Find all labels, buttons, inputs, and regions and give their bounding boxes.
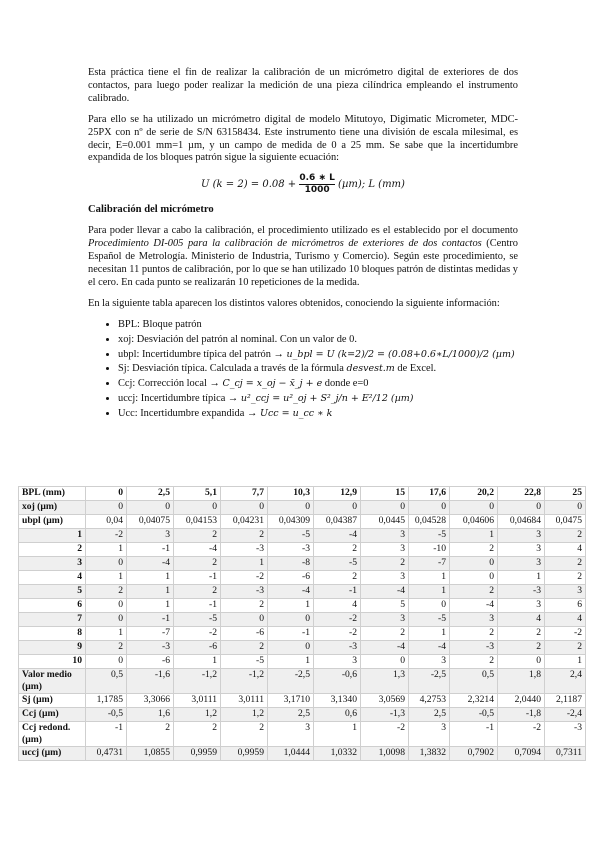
table-cell: -4	[361, 585, 409, 599]
table-cell: -2	[314, 613, 361, 627]
table-cell: -6	[268, 571, 314, 585]
definition-formula: desvest.m	[346, 363, 395, 375]
row-label: 9	[19, 641, 86, 655]
table-cell: 17,6	[409, 487, 450, 501]
row-label: 7	[19, 613, 86, 627]
table-cell: 0,04387	[314, 515, 361, 529]
row-label: 10	[19, 655, 86, 669]
table-cell: -5	[268, 529, 314, 543]
table-row	[19, 694, 586, 708]
definition-text: uccj: Incertidumbre típica →	[118, 393, 241, 405]
table-cell: 2,5	[127, 487, 174, 501]
table-cell: 3	[498, 599, 545, 613]
table-cell: -1	[450, 722, 498, 747]
table-cell: -1,2	[174, 669, 221, 694]
table-cell: -2	[545, 627, 586, 641]
table-row	[19, 599, 586, 613]
table-cell: 1	[127, 571, 174, 585]
table-row	[19, 515, 586, 529]
table-cell: 12,9	[314, 487, 361, 501]
table-cell: 2	[174, 722, 221, 747]
table-cell: 3	[314, 655, 361, 669]
table-cell: -2	[174, 627, 221, 641]
table-cell: 2	[498, 641, 545, 655]
table-cell: 0,7094	[498, 747, 545, 761]
table-cell: -2	[86, 529, 127, 543]
table-cell: 15	[361, 487, 409, 501]
table-cell: 0	[498, 655, 545, 669]
table-cell: 3,1710	[268, 694, 314, 708]
definition-item	[118, 393, 518, 406]
table-cell: 0	[127, 501, 174, 515]
table-header-row	[19, 487, 586, 501]
table-cell: 1,3832	[409, 747, 450, 761]
table-cell: 3,0569	[361, 694, 409, 708]
table-cell: 3	[268, 722, 314, 747]
table-cell: 0,04	[86, 515, 127, 529]
table-cell: -0,5	[86, 708, 127, 722]
table-cell: 0	[361, 655, 409, 669]
row-label: Ccj (µm)	[19, 708, 86, 722]
table-cell: 0	[221, 613, 268, 627]
definition-item	[118, 363, 518, 376]
table-cell: 0	[268, 613, 314, 627]
table-cell: 2	[450, 655, 498, 669]
table-cell: 10,3	[268, 487, 314, 501]
table-row	[19, 613, 586, 627]
table-cell: 0,04606	[450, 515, 498, 529]
table-cell: 0	[498, 501, 545, 515]
table-row	[19, 655, 586, 669]
table-cell: 3	[361, 543, 409, 557]
table-cell: 1,2	[221, 708, 268, 722]
row-label: 8	[19, 627, 86, 641]
table-cell: 0	[450, 501, 498, 515]
table-cell: 2	[450, 627, 498, 641]
table-cell: 0	[409, 599, 450, 613]
table-cell: 2	[498, 627, 545, 641]
table-cell: 2	[314, 543, 361, 557]
table-cell: 3	[498, 529, 545, 543]
table-cell: -1	[174, 599, 221, 613]
table-cell: -3	[221, 543, 268, 557]
table-cell: 0,5	[450, 669, 498, 694]
table-cell: 0	[361, 501, 409, 515]
table-cell: 1	[409, 627, 450, 641]
definition-text: Sj: Desviación típica. Calculada a través de la fórmula	[118, 363, 347, 375]
table-cell: -4	[127, 557, 174, 571]
table-cell: 1	[498, 571, 545, 585]
table-cell: 4	[545, 613, 586, 627]
table-cell: -2	[221, 571, 268, 585]
table-cell: 1	[314, 722, 361, 747]
table-cell: 1,0855	[127, 747, 174, 761]
table-intro-paragraph: En la siguiente tabla aparecen los distintos valores obtenidos, conociendo la siguiente información:	[88, 297, 500, 309]
table-cell: 25	[545, 487, 586, 501]
table-cell: -1,2	[221, 669, 268, 694]
procedure-title: Procedimiento DI-005 para la calibración de micrómetros de exteriores de dos contactos	[88, 238, 482, 250]
table-cell: 5	[361, 599, 409, 613]
table-cell: 0,6	[314, 708, 361, 722]
row-label: Valor medio (µm)	[19, 669, 86, 694]
section-heading: Calibración del micrómetro	[88, 204, 214, 216]
table-cell: -2	[361, 722, 409, 747]
table-cell: 0,7902	[450, 747, 498, 761]
table-cell: -3	[450, 641, 498, 655]
table-cell: 4	[545, 543, 586, 557]
table-cell: 1	[221, 557, 268, 571]
table-cell: 0	[174, 501, 221, 515]
table-cell: -3	[268, 543, 314, 557]
table-cell: -1,8	[498, 708, 545, 722]
procedure-text-a: Para poder llevar a cabo la calibración, el procedimiento utilizado es el establecido por el documento	[88, 225, 518, 237]
table-cell: 1	[86, 627, 127, 641]
table-row	[19, 641, 586, 655]
row-label: 4	[19, 571, 86, 585]
equation-right: (µm); L (mm)	[334, 179, 405, 191]
table-cell: -10	[409, 543, 450, 557]
table-row	[19, 571, 586, 585]
table-cell: 0,9959	[221, 747, 268, 761]
table-cell: 3,0111	[221, 694, 268, 708]
definition-item	[118, 319, 518, 332]
table-cell: 1	[174, 655, 221, 669]
table-row	[19, 557, 586, 571]
row-label: xoj (µm)	[19, 501, 86, 515]
table-cell: 0	[545, 501, 586, 515]
table-cell: 0	[409, 501, 450, 515]
table-cell: 3	[361, 571, 409, 585]
definition-tail: donde e=0	[322, 378, 369, 390]
table-cell: 2,0440	[498, 694, 545, 708]
table-cell: -1	[127, 543, 174, 557]
table-cell: -1	[268, 627, 314, 641]
row-label: uccj (µm)	[19, 747, 86, 761]
table-cell: 0	[221, 501, 268, 515]
table-cell: -3	[221, 585, 268, 599]
table-cell: 1,0332	[314, 747, 361, 761]
row-label: 2	[19, 543, 86, 557]
document-body	[88, 67, 518, 423]
table-cell: 1	[545, 655, 586, 669]
table-cell: -0,5	[450, 708, 498, 722]
table-cell: 3	[409, 722, 450, 747]
table-cell: 3	[498, 543, 545, 557]
table-cell: -2,4	[545, 708, 586, 722]
table-cell: 2	[221, 529, 268, 543]
table-cell: 2	[545, 529, 586, 543]
table-cell: 2	[545, 641, 586, 655]
table-cell: 0,04231	[221, 515, 268, 529]
table-cell: 5,1	[174, 487, 221, 501]
table-cell: 0,0475	[545, 515, 586, 529]
row-label: 1	[19, 529, 86, 543]
table-cell: 2	[221, 641, 268, 655]
table-cell: -4	[450, 599, 498, 613]
definition-formula: C_cj = x_oj − x̄_j + e	[222, 378, 323, 390]
table-cell: 2	[86, 641, 127, 655]
table-cell: 2,1187	[545, 694, 586, 708]
definition-formula: u²_ccj = u²_oj + S²_j/n + E²/12 (µm)	[240, 393, 414, 405]
table-cell: 3	[450, 613, 498, 627]
table-cell: 3	[361, 529, 409, 543]
table-cell: 2	[450, 585, 498, 599]
table-cell: 1	[127, 585, 174, 599]
table-row	[19, 669, 586, 694]
table-cell: -5	[221, 655, 268, 669]
table-cell: -4	[361, 641, 409, 655]
equation-denominator: 1000	[304, 185, 330, 196]
table-cell: 4,2753	[409, 694, 450, 708]
table-cell: 20,2	[450, 487, 498, 501]
table-cell: 1	[268, 599, 314, 613]
table-cell: -6	[127, 655, 174, 669]
table-cell: -4	[174, 543, 221, 557]
table-cell: 0,4731	[86, 747, 127, 761]
procedure-paragraph	[88, 225, 518, 290]
table-cell: 2	[127, 722, 174, 747]
definition-tail: de Excel.	[394, 363, 437, 375]
table-cell: -1	[174, 571, 221, 585]
table-cell: -1,3	[361, 708, 409, 722]
table-cell: 0	[86, 655, 127, 669]
table-cell: -2	[314, 627, 361, 641]
table-cell: -5	[174, 613, 221, 627]
table-cell: -4	[409, 641, 450, 655]
table-cell: 2	[314, 571, 361, 585]
procedure-text-b: (Centro Español de Metrología. Ministerio de Industria, Turismo y Comercio). Según este procedimiento, se necesitan 11 puntos de calibración, por lo que se han utilizado 10 bloques patrón de distintas medidas y el cero. En cada punto se realizarán 10 repeticiones de la medida.	[88, 238, 518, 288]
table-cell: -8	[268, 557, 314, 571]
table-cell: 0	[450, 571, 498, 585]
table-cell: -1	[314, 585, 361, 599]
definitions-list	[88, 319, 518, 421]
table-cell: -1,6	[127, 669, 174, 694]
table-cell: -3	[498, 585, 545, 599]
definition-text: Ccj: Corrección local →	[118, 378, 223, 390]
table-cell: -7	[127, 627, 174, 641]
table-cell: 2	[86, 585, 127, 599]
table-cell: -5	[314, 557, 361, 571]
row-label: 5	[19, 585, 86, 599]
definition-text: Ucc: Incertidumbre expandida →	[118, 408, 260, 420]
table-cell: 0	[86, 613, 127, 627]
table-cell: 1,8	[498, 669, 545, 694]
table-cell: 1	[86, 571, 127, 585]
equation-left: U (k = 2) = 0.08 +	[201, 179, 300, 191]
table-cell: 0,0445	[361, 515, 409, 529]
equation-numerator: 0.6 ∗ L	[299, 173, 335, 184]
table-cell: 0,9959	[174, 747, 221, 761]
table-cell: 4	[314, 599, 361, 613]
table-cell: 1	[127, 599, 174, 613]
table-cell: 3	[545, 585, 586, 599]
table-cell: 2	[545, 571, 586, 585]
table-cell: 2,3214	[450, 694, 498, 708]
table-cell: -6	[221, 627, 268, 641]
table-cell: 4	[498, 613, 545, 627]
table-cell: 0	[268, 641, 314, 655]
intro-paragraph: Esta práctica tiene el fin de realizar la calibración de un micrómetro digital de exteriores de dos contactos, para luego poder realizar la medición de una pieza cilíndrica empleando el instrumento calibrado.	[88, 67, 518, 104]
definition-text: ubpl: Incertidumbre típica del patrón →	[118, 348, 287, 360]
table-cell: 1,0098	[361, 747, 409, 761]
table-cell: 2	[361, 627, 409, 641]
table-cell: -5	[409, 613, 450, 627]
equation-fraction	[299, 173, 335, 196]
table-cell: 1,0444	[268, 747, 314, 761]
table-cell: -2	[498, 722, 545, 747]
table-cell: 2	[174, 557, 221, 571]
row-label: Ccj redond. (µm)	[19, 722, 86, 747]
table-row	[19, 722, 586, 747]
table-cell: 1,2	[174, 708, 221, 722]
table-cell: -4	[314, 529, 361, 543]
table-cell: 1	[450, 529, 498, 543]
table-cell: 0	[86, 487, 127, 501]
table-cell: 22,8	[498, 487, 545, 501]
table-cell: 0,04153	[174, 515, 221, 529]
table-cell: -4	[268, 585, 314, 599]
table-cell: 1,6	[127, 708, 174, 722]
table-cell: -6	[174, 641, 221, 655]
definition-text: BPL: Bloque patrón	[118, 318, 202, 330]
table-row	[19, 627, 586, 641]
table-cell: 2,5	[409, 708, 450, 722]
table-cell: 0	[86, 599, 127, 613]
row-label: BPL (mm)	[19, 487, 86, 501]
table-cell: 3	[127, 529, 174, 543]
table-cell: 1	[409, 585, 450, 599]
table-row	[19, 708, 586, 722]
table-cell: 0	[314, 501, 361, 515]
table-cell: 1	[86, 543, 127, 557]
row-label: Sj (µm)	[19, 694, 86, 708]
uncertainty-equation	[88, 173, 518, 196]
row-label: ubpl (µm)	[19, 515, 86, 529]
table-cell: -3	[314, 641, 361, 655]
table-cell: 2	[174, 585, 221, 599]
table-cell: 3,1340	[314, 694, 361, 708]
calibration-table	[18, 486, 586, 761]
table-row	[19, 747, 586, 761]
definition-formula: u_bpl = U (k=2)/2 = (0.08+0.6∗L/1000)/2 (µm)	[286, 348, 515, 360]
table-cell: 2,5	[268, 708, 314, 722]
table-cell: 3,3066	[127, 694, 174, 708]
table-cell: -1	[127, 613, 174, 627]
table-cell: -7	[409, 557, 450, 571]
table-cell: 0,04684	[498, 515, 545, 529]
table-cell: 1,1785	[86, 694, 127, 708]
table-cell: 2,4	[545, 669, 586, 694]
table-cell: 3	[409, 655, 450, 669]
table-cell: 2	[361, 557, 409, 571]
table-row	[19, 543, 586, 557]
instrument-paragraph: Para ello se ha utilizado un micrómetro digital de modelo Mitutoyo, Digimatic Micrometer, MDC-25PX con nº de serie de S/N 63158434. Este instrumento tiene una división de escala milesimal, es decir, E=0.001 mm=1 µm, y un campo de medida de 0 a 25 mm. Se sabe que la incertidumbre expandida de los bloques patrón sigue la siguiente ecuación:	[88, 113, 518, 164]
table-cell: 2	[221, 722, 268, 747]
table-cell: -1	[86, 722, 127, 747]
table-cell: 3	[361, 613, 409, 627]
table-cell: 0	[86, 557, 127, 571]
table-cell: 2	[545, 557, 586, 571]
table-cell: 6	[545, 599, 586, 613]
table-cell: 1	[268, 655, 314, 669]
table-cell: 3	[498, 557, 545, 571]
table-cell: 0,04075	[127, 515, 174, 529]
table-cell: -2,5	[409, 669, 450, 694]
table-cell: 1	[409, 571, 450, 585]
row-label: 3	[19, 557, 86, 571]
table-cell: 0,7311	[545, 747, 586, 761]
table-cell: 0	[268, 501, 314, 515]
table-cell: 0	[86, 501, 127, 515]
definition-formula: Ucc = u_cc ∗ k	[259, 408, 333, 420]
table-cell: 0,5	[86, 669, 127, 694]
definition-item	[118, 378, 518, 391]
table-cell: 3,0111	[174, 694, 221, 708]
table-row	[19, 585, 586, 599]
definition-text: xoj: Desviación del patrón al nominal. Con un valor de 0.	[118, 333, 357, 345]
table-row	[19, 501, 586, 515]
definition-item	[118, 349, 518, 362]
table-cell: 2	[221, 599, 268, 613]
table-cell: 2	[174, 529, 221, 543]
table-cell: 0	[450, 557, 498, 571]
table-cell: -3	[545, 722, 586, 747]
table-cell: 2	[450, 543, 498, 557]
table-cell: -0,6	[314, 669, 361, 694]
row-label: 6	[19, 599, 86, 613]
table-cell: 0,04309	[268, 515, 314, 529]
table-cell: -5	[409, 529, 450, 543]
table-row	[19, 529, 586, 543]
table-cell: -3	[127, 641, 174, 655]
table-cell: -2,5	[268, 669, 314, 694]
definition-item	[118, 334, 518, 347]
table-cell: 7,7	[221, 487, 268, 501]
table-cell: 1,3	[361, 669, 409, 694]
definition-item	[118, 408, 518, 421]
table-cell: 0,04528	[409, 515, 450, 529]
